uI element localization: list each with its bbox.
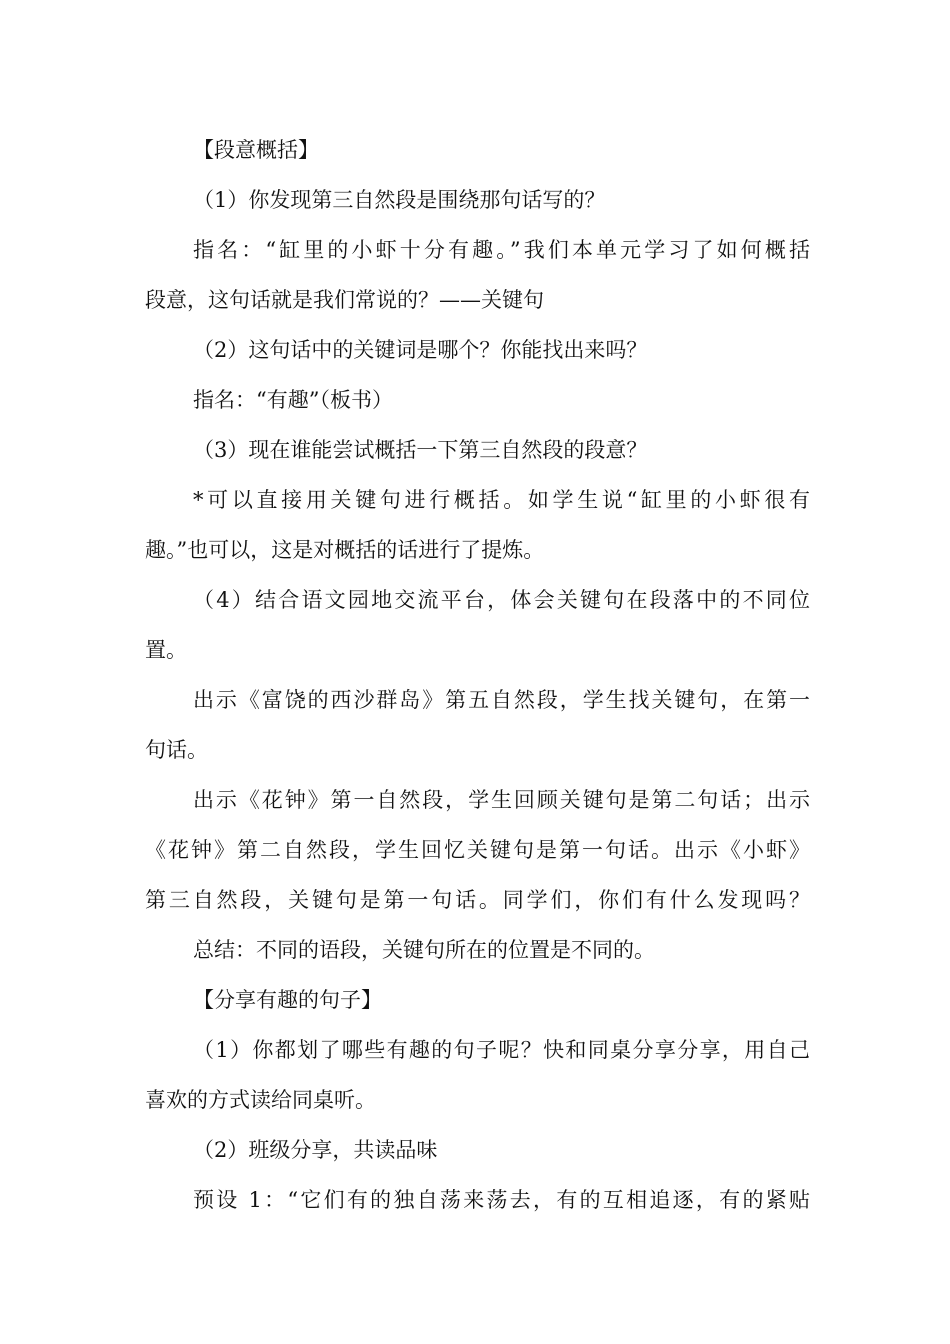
paragraph-line: *可以直接用关键句进行概括。如学生说“缸里的小虾很有 xyxy=(193,488,810,512)
paragraph-line: 出示《富饶的西沙群岛》第五自然段，学生找关键句，在第一 xyxy=(193,688,810,712)
question-2: （2）这句话中的关键词是哪个？你能找出来吗？ xyxy=(193,338,648,362)
paragraph-line: 第三自然段，关键句是第一句话。同学们，你们有什么发现吗？ xyxy=(145,888,810,912)
question-4: （4）结合语文园地交流平台，体会关键句在段落中的不同位 xyxy=(193,588,810,612)
paragraph-line: 出示《花钟》第一自然段，学生回顾关键句是第二句话；出示 xyxy=(193,788,810,812)
paragraph-line: 段意，这句话就是我们常说的？——关键句 xyxy=(145,288,544,312)
paragraph-line: 喜欢的方式读给同桌听。 xyxy=(145,1088,376,1112)
paragraph-line: 指名：“有趣”（板书） xyxy=(193,388,393,412)
paragraph-line: 句话。 xyxy=(145,738,208,762)
question-1: （1）你发现第三自然段是围绕那句话写的？ xyxy=(193,188,606,212)
paragraph-line: 《花钟》第二自然段，学生回忆关键句是第一句话。出示《小虾》 xyxy=(145,838,810,862)
preset-line: 预设 1：“它们有的独自荡来荡去，有的互相追逐，有的紧贴 xyxy=(193,1188,810,1212)
question-3: （3）现在谁能尝试概括一下第三自然段的段意？ xyxy=(193,438,648,462)
summary-line: 总结：不同的语段，关键句所在的位置是不同的。 xyxy=(193,938,655,962)
question-2: （2）班级分享，共读品味 xyxy=(193,1138,438,1162)
question-1: （1）你都划了哪些有趣的句子呢？快和同桌分享分享，用自己 xyxy=(193,1038,810,1062)
paragraph-line: 趣。”也可以，这是对概括的话进行了提炼。 xyxy=(145,538,545,562)
paragraph-line: 指名：“缸里的小虾十分有趣。”我们本单元学习了如何概括 xyxy=(193,238,810,262)
section-heading-share-sentences: 【分享有趣的句子】 xyxy=(193,988,382,1012)
paragraph-line: 置。 xyxy=(145,638,187,662)
section-heading-paragraph-summary: 【段意概括】 xyxy=(193,138,319,162)
